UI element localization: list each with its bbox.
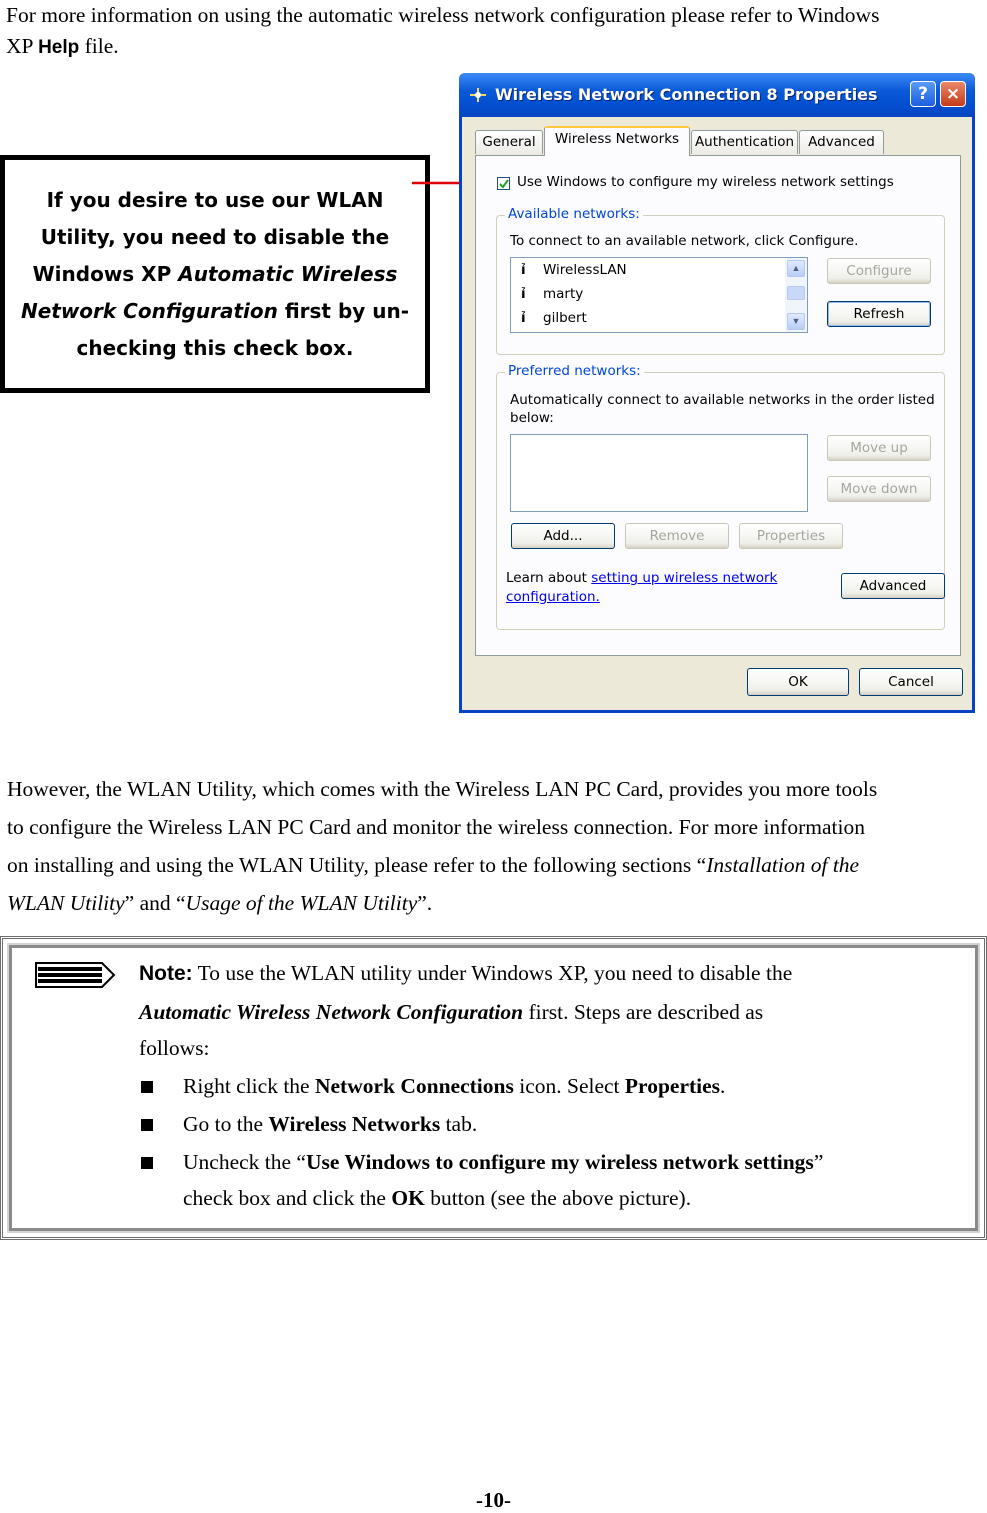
- learn-about-text: Learn about setting up wireless network: [506, 570, 778, 586]
- antenna-icon: ỉ: [521, 262, 526, 278]
- dialog-title: Wireless Network Connection 8 Properties: [495, 85, 878, 104]
- properties-button[interactable]: Properties: [739, 523, 843, 549]
- antenna-icon: ỉ: [521, 310, 526, 326]
- page-number: -10-: [476, 1488, 511, 1512]
- list-scrollbar[interactable]: [785, 258, 807, 332]
- configure-button[interactable]: Configure: [827, 258, 931, 284]
- intro-paragraph: For more information on using the automatic wireless network configuration please refer to Windows XP Help file.: [6, 0, 976, 63]
- scroll-thumb[interactable]: [787, 286, 805, 300]
- preferred-networks-legend: Preferred networks:: [505, 363, 644, 379]
- available-networks-desc: To connect to an available network, click Configure.: [510, 233, 859, 249]
- network-item[interactable]: ỉ gilbert: [521, 310, 587, 326]
- callout-text: If you desire to use our WLAN Utility, you need to disable the Windows XP Automatic Wireless Network Configuration first by un-checking this check box.: [20, 187, 410, 360]
- properties-dialog: [459, 73, 975, 713]
- body-paragraph: However, the WLAN Utility, which comes with the Wireless LAN PC Card, provides you more tools to configure the Wireless LAN PC Card and monitor the wireless connection. For more information on installing and using the WLAN Utility, please refer to the following sections “Installation of the WLAN Utility” and “Usage of the WLAN Utility”.: [7, 777, 878, 915]
- tab-wireless-networks[interactable]: Wireless Networks: [544, 126, 690, 156]
- use-windows-label: Use Windows to configure my wireless network settings: [517, 174, 894, 190]
- help-button[interactable]: ?: [910, 81, 936, 107]
- tab-authentication[interactable]: Authentication: [691, 130, 798, 154]
- dialog-titlebar: [459, 73, 975, 117]
- tab-advanced[interactable]: Advanced: [799, 130, 884, 154]
- move-up-button[interactable]: Move up: [827, 435, 931, 461]
- ok-button[interactable]: OK: [747, 668, 849, 696]
- add-button[interactable]: Add...: [511, 523, 615, 549]
- learn-link[interactable]: setting up wireless network: [591, 570, 778, 586]
- preferred-networks-group: [496, 363, 945, 630]
- network-item[interactable]: ỉ marty: [521, 286, 584, 302]
- preferred-networks-desc-1: Automatically connect to available networks in the order listed: [510, 392, 935, 408]
- note-pen-icon: [34, 957, 128, 993]
- refresh-button[interactable]: Refresh: [827, 301, 931, 327]
- bullet-square-icon: [141, 1119, 153, 1131]
- antenna-icon: ỉ: [521, 286, 526, 302]
- intro-line-1: For more information on using the automatic wireless network configuration please refer to Windows: [6, 3, 880, 27]
- learn-link-line-2[interactable]: configuration.: [506, 589, 600, 605]
- bullet-square-icon: [141, 1081, 153, 1093]
- checkmark-icon: [499, 179, 509, 189]
- advanced-button[interactable]: Advanced: [841, 573, 945, 599]
- network-item[interactable]: ỉ WirelessLAN: [521, 262, 627, 278]
- use-windows-checkbox[interactable]: [497, 177, 510, 190]
- close-button[interactable]: ×: [940, 81, 966, 107]
- wireless-networks-panel: [475, 155, 961, 656]
- bullet-square-icon: [141, 1157, 153, 1169]
- callout-box: [0, 155, 430, 393]
- available-networks-legend: Available networks:: [505, 206, 643, 222]
- note-label: Note:: [139, 962, 193, 985]
- preferred-networks-desc-2: below:: [510, 410, 554, 426]
- tab-general[interactable]: General: [475, 130, 543, 154]
- help-keyword: Help: [38, 37, 80, 58]
- note-text: Note: To use the WLAN utility under Windows XP, you need to disable the Automatic Wireless Network Configuration first. Steps are described as follows:: [139, 961, 793, 1060]
- cancel-button[interactable]: Cancel: [859, 668, 963, 696]
- remove-button[interactable]: Remove: [625, 523, 729, 549]
- scroll-down-icon[interactable]: ▼: [787, 313, 805, 330]
- available-networks-group: [496, 206, 945, 355]
- move-down-button[interactable]: Move down: [827, 476, 931, 502]
- available-networks-list[interactable]: [510, 257, 808, 333]
- scroll-up-icon[interactable]: ▲: [787, 260, 805, 277]
- preferred-networks-list[interactable]: [510, 434, 808, 512]
- network-connection-icon: [468, 85, 488, 105]
